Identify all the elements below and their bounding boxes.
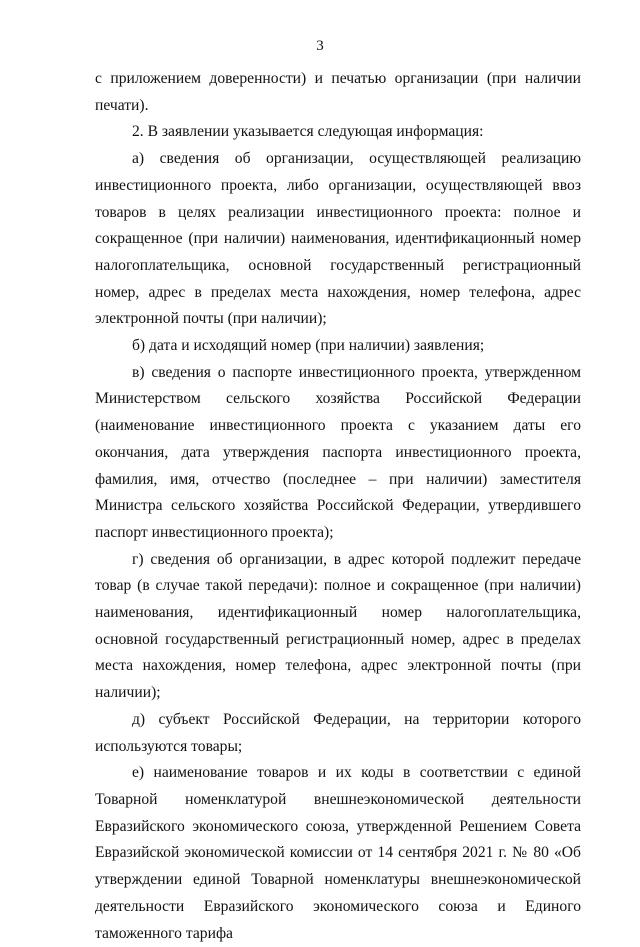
paragraph-section-2: 2. В заявлении указывается следующая информация: bbox=[132, 123, 484, 141]
paragraph-item-e: е) наименование товаров и их коды в соответствии с единой Товарной номенклатурой внешнеэкономической деятельности Евразийского экономического союза, утвержденной Решением Совета Евразийской экономической комиссии от 14 сентября 2021 г. № 80 «Об утверждении единой Товарной номенклатуры внешнеэкономической деятельности Евразийского экономического союза и Единого таможенного тарифа bbox=[95, 764, 581, 942]
paragraph-item-b: б) дата и исходящий номер (при наличии) заявления; bbox=[132, 337, 485, 355]
paragraph-item-g: г) сведения об организации, в адрес которой подлежит передаче товар (в случае такой передачи): полное и сокращенное (при наличии) наименования, идентификационный номер налогоплательщика, основной государственный регистрационный номер, адрес в пределах места нахождения, номер телефона, адрес электронной почты (при наличии); bbox=[95, 550, 581, 702]
paragraph-item-d: д) субъект Российской Федерации, на территории которого используются товары; bbox=[95, 710, 581, 755]
paragraph-item-a: а) сведения об организации, осуществляющей реализацию инвестиционного проекта, либо организации, осуществляющей ввоз товаров в целях реализации инвестиционного проекта: полное и сокращенное (при наличии) наименования, идентификационный номер налогоплательщика, основной государственный регистрационный номер, адрес в пределах места нахождения, номер телефона, адрес электронной почты (при наличии); bbox=[95, 150, 581, 328]
page-number: 3 bbox=[316, 38, 324, 54]
paragraph-item-v: в) сведения о паспорте инвестиционного проекта, утвержденном Министерством сельского хозяйства Российской Федерации (наименование инвестиционного проекта с указанием даты его окончания, дата утверждения паспорта инвестиционного проекта, фамилия, имя, отчество (последнее – при наличии) заместителя Министра сельского хозяйства Российской Федерации, утвердившего паспорт инвестиционного проекта); bbox=[95, 363, 581, 541]
document-body bbox=[95, 66, 581, 947]
paragraph-intro-continuation: с приложением доверенности) и печатью организации (при наличии печати). bbox=[95, 70, 581, 114]
